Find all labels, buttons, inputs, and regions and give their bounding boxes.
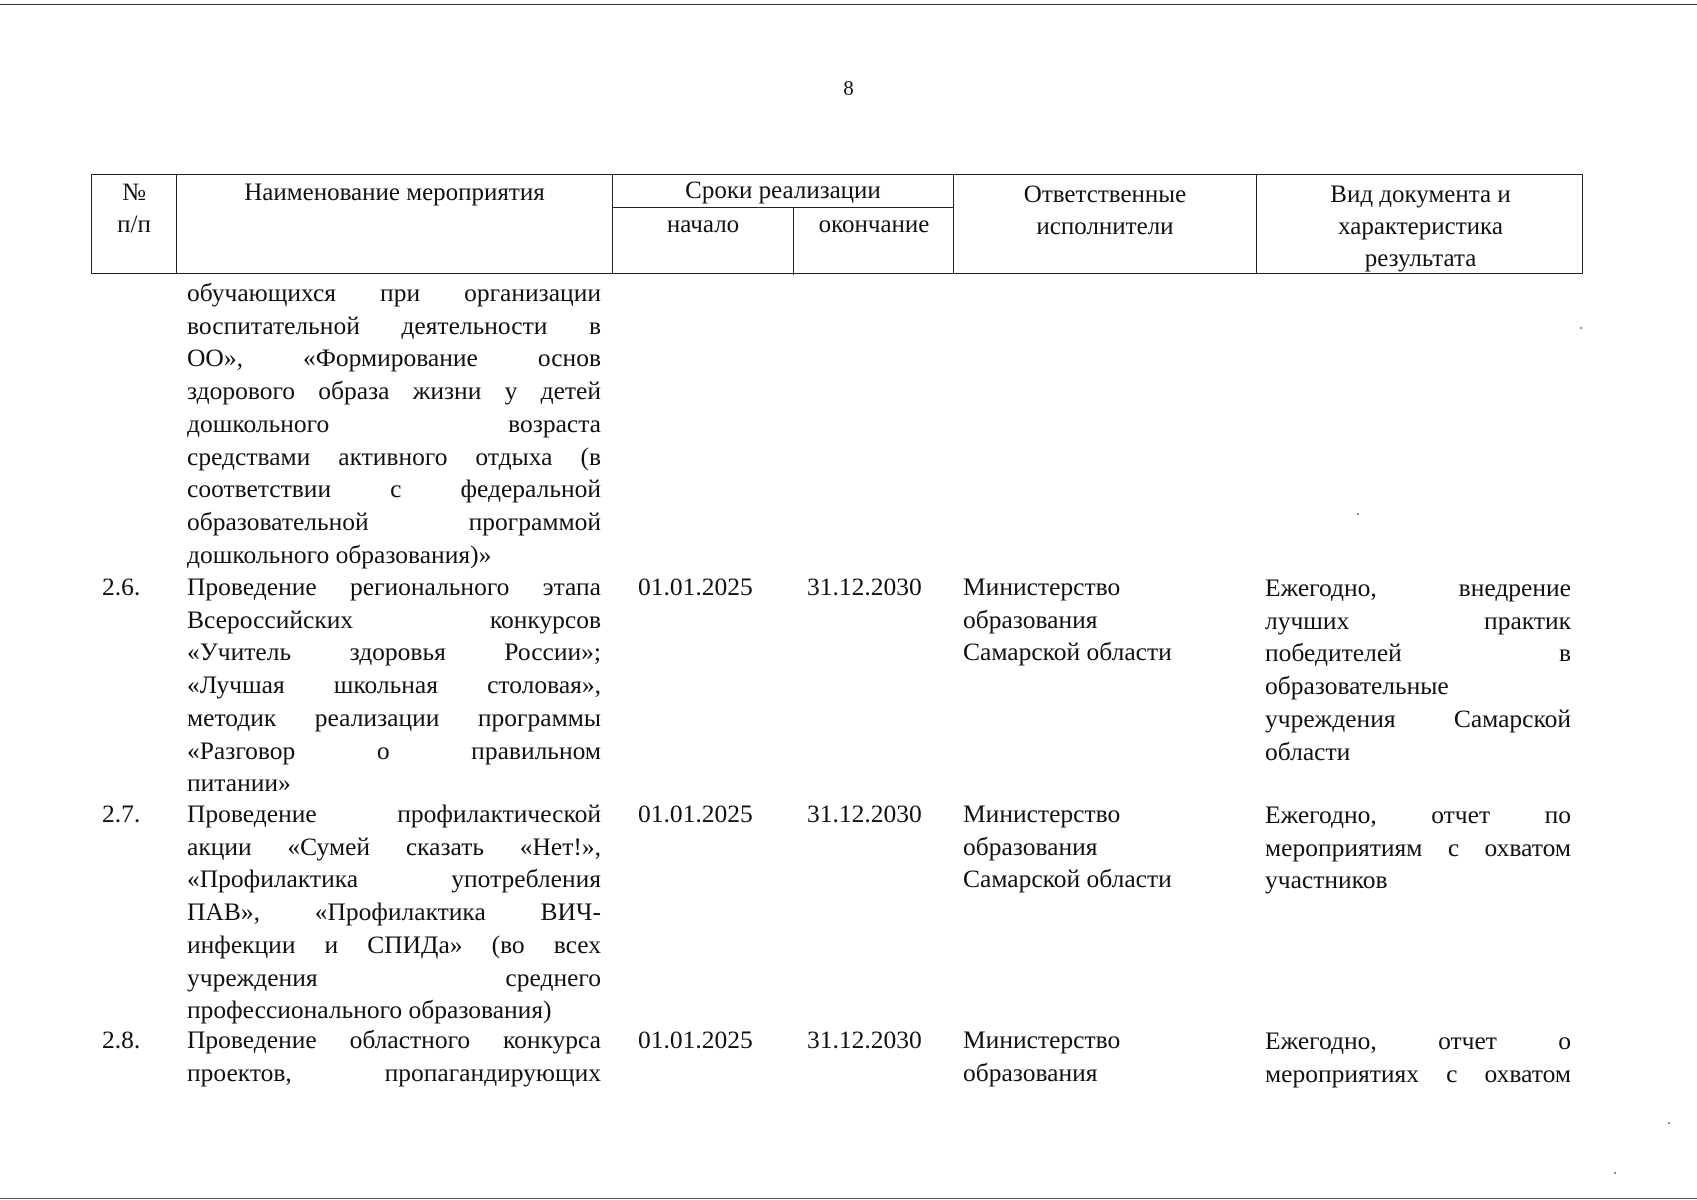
continuation-line: воспитательной деятельности в — [187, 310, 601, 340]
row-result-line: мероприятиях с охватом — [1265, 1058, 1571, 1088]
row-result-cell — [1265, 1025, 1571, 1090]
row-result-line: победителей в — [1265, 638, 1571, 668]
header-result-line-1: Вид документа и — [1330, 181, 1511, 208]
row-name-line: «Разговор о правильном — [187, 735, 601, 765]
header-col-result — [1257, 175, 1584, 273]
header-resp-line-2: исполнители — [1036, 213, 1174, 240]
continuation-line: ОО», «Формирование основ — [187, 343, 601, 373]
row-result-line: области — [1265, 736, 1351, 766]
row-start-date: 01.01.2025 — [638, 1025, 753, 1054]
row-result-line: участников — [1265, 865, 1388, 895]
row-name-line: акции «Сумей сказать «Нет!», — [187, 831, 601, 861]
scan-speck — [1668, 1122, 1670, 1124]
row-name-line: учреждения среднего — [187, 962, 601, 992]
row-name-line: методик реализации программы — [187, 702, 601, 732]
header-col-responsible — [954, 175, 1257, 273]
row-name-line: инфекции и СПИДа» (во всех — [187, 929, 601, 959]
row-result-line: Ежегодно, внедрение — [1265, 573, 1571, 602]
header-col-name — [177, 175, 613, 273]
header-end-label: окончание — [818, 211, 930, 238]
row-number: 2.6. — [102, 572, 141, 601]
row-name-line: профессионального образования) — [187, 995, 552, 1025]
header-start-label: начало — [613, 208, 794, 275]
row-responsible-cell — [963, 571, 1243, 669]
row-name-line: «Лучшая школьная столовая», — [187, 670, 601, 700]
row-name-line: проектов, пропагандирующих — [187, 1057, 601, 1087]
row-resp-line: Министерство — [963, 1025, 1121, 1054]
row-start-date: 01.01.2025 — [638, 572, 753, 601]
header-name-label: Наименование мероприятия — [244, 179, 545, 206]
row-number: 2.7. — [102, 799, 141, 828]
row-result-line: лучших практик — [1265, 605, 1571, 635]
header-num-line-2: п/п — [117, 211, 151, 238]
row-end-date: 31.12.2030 — [807, 1025, 922, 1054]
row-resp-line: образования — [963, 1057, 1098, 1087]
row-resp-line: Министерство — [963, 572, 1121, 601]
row-resp-line: Самарской области — [963, 864, 1172, 894]
row-name-line: «Учитель здоровья России»; — [187, 637, 601, 667]
continuation-line: соответствии с федеральной — [187, 474, 601, 504]
row-name-cell — [187, 1024, 601, 1089]
header-resp-line-1: Ответственные — [1023, 181, 1187, 208]
row-name-line: Проведение областного конкурса — [187, 1025, 601, 1054]
header-num-line-1: № — [122, 179, 146, 206]
row-result-line: Ежегодно, отчет по — [1265, 800, 1571, 829]
row-responsible-cell — [963, 1024, 1243, 1089]
row-resp-line: образования — [963, 604, 1098, 634]
row-name-line: Всероссийских конкурсов — [187, 604, 601, 634]
table-header — [91, 174, 1583, 274]
top-edge-line — [0, 4, 1697, 5]
row-resp-line: образования — [963, 831, 1098, 861]
bottom-edge-line — [0, 1198, 1697, 1199]
header-result-line-2: характеристика — [1338, 213, 1503, 240]
row-start-date: 01.01.2025 — [638, 799, 753, 828]
row-number: 2.8. — [102, 1025, 141, 1054]
continuation-line: образовательной программой — [187, 506, 601, 536]
row-result-line: образовательные — [1265, 671, 1449, 701]
row-result-cell — [1265, 572, 1571, 768]
row-responsible-cell — [963, 798, 1243, 896]
continuation-line: обучающихся при организации — [187, 278, 601, 307]
continuation-line: средствами активного отдыха (в — [187, 441, 601, 471]
header-result-line-3: результата — [1364, 245, 1477, 272]
row-result-line: мероприятиям с охватом — [1265, 832, 1571, 862]
continuation-name-cell — [187, 277, 601, 571]
header-terms-label: Сроки реализации — [613, 175, 953, 208]
row-name-cell — [187, 571, 601, 800]
continuation-line: дошкольного образования)» — [187, 539, 492, 569]
scan-speck — [1614, 1172, 1616, 1174]
continuation-line: дошкольного возраста — [187, 408, 601, 438]
header-col-number — [92, 175, 177, 273]
row-name-line: питании» — [187, 768, 291, 798]
row-resp-line: Министерство — [963, 799, 1121, 828]
continuation-line: здорового образа жизни у детей — [187, 376, 601, 406]
row-name-line: Проведение регионального этапа — [187, 572, 601, 601]
page-number: 8 — [843, 76, 854, 100]
row-name-line: Проведение профилактической — [187, 799, 601, 828]
row-name-line: ПАВ», «Профилактика ВИЧ- — [187, 897, 601, 927]
row-result-cell — [1265, 799, 1571, 897]
row-end-date: 31.12.2030 — [807, 572, 922, 601]
header-col-terms — [613, 175, 954, 273]
row-result-line: Ежегодно, отчет о — [1265, 1026, 1571, 1055]
row-resp-line: Самарской области — [963, 637, 1172, 667]
row-end-date: 31.12.2030 — [807, 799, 922, 828]
scan-speck — [1357, 513, 1359, 515]
row-result-line: учреждения Самарской — [1265, 703, 1571, 733]
row-name-cell — [187, 798, 601, 1027]
scan-speck — [1580, 327, 1582, 329]
row-name-line: «Профилактика употребления — [187, 864, 601, 894]
